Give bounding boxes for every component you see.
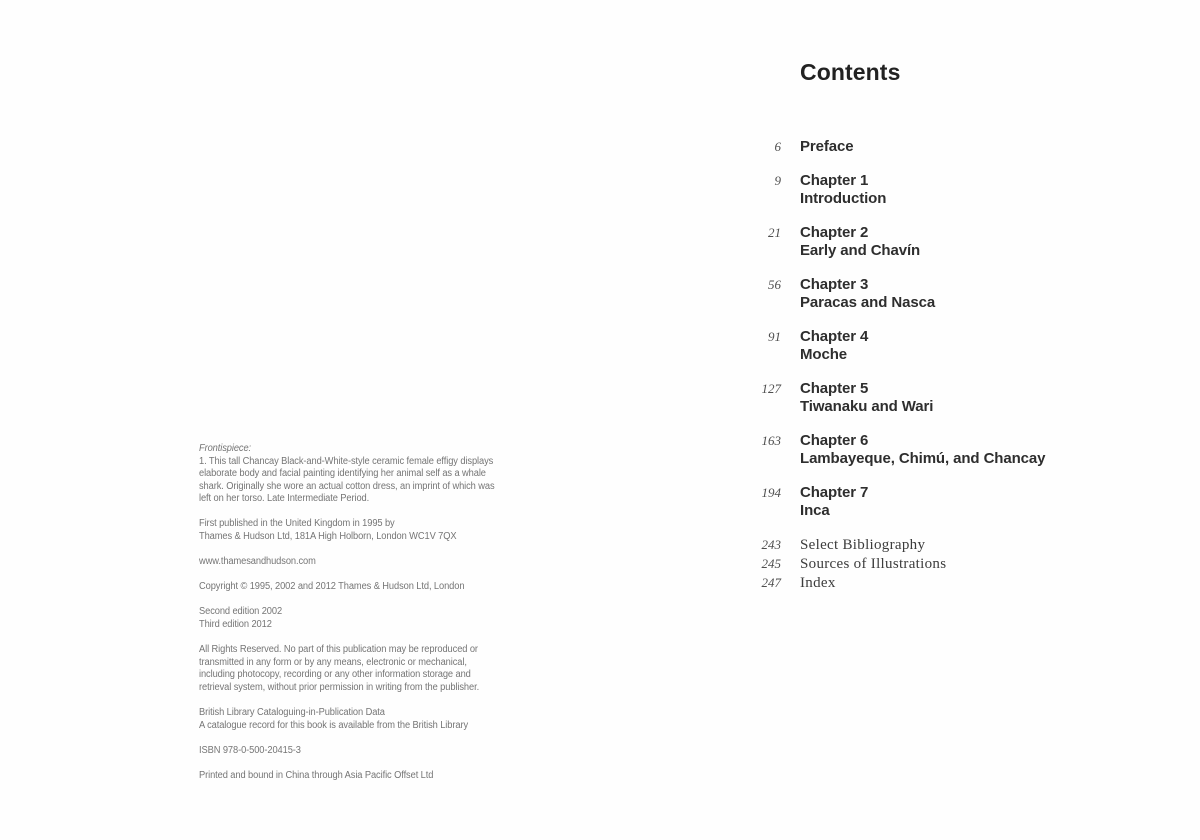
toc-entry-preface — [720, 138, 1160, 157]
toc-entry-index — [720, 574, 1160, 593]
cataloguing-info — [199, 707, 515, 732]
toc-page-number: 6 — [774, 139, 781, 154]
publisher-website — [199, 556, 515, 569]
toc-entry-title — [800, 328, 868, 365]
publication-line: First published in the United Kingdom in 1995 by — [199, 518, 395, 530]
rights-notice — [199, 644, 515, 694]
toc-title-line: Chapter 6 — [800, 431, 869, 449]
toc-entry-chapter-2 — [720, 224, 1160, 261]
contents-page — [720, 60, 1160, 593]
toc-page-number: 194 — [761, 484, 781, 500]
toc-subtitle-line: Tiwanaku and Wari — [800, 398, 934, 415]
toc-page-number: 56 — [768, 276, 781, 292]
toc-subtitle-line: Lambayeque, Chimú, and Chancay — [800, 450, 1046, 467]
toc-page-number: 243 — [761, 536, 781, 552]
toc-page-number: 127 — [761, 380, 781, 396]
toc-subtitle-line: Moche — [800, 346, 848, 363]
rights-line: transmitted in any form or by any means, electronic or mechanical, — [199, 656, 467, 668]
edition-line: Second edition 2002 — [199, 606, 283, 618]
toc-entry-chapter-3 — [720, 276, 1160, 313]
toc-backmatter — [720, 536, 1160, 593]
publication-line: Thames & Hudson Ltd, 181A High Holborn, London WC1V 7QX — [199, 531, 457, 543]
toc-title-line: Preface — [800, 138, 854, 155]
rights-line: All Rights Reserved. No part of this publication may be reproduced or — [199, 644, 478, 656]
frontispiece-label: Frontispiece: — [199, 443, 252, 454]
toc-entry-chapter-4 — [720, 328, 1160, 365]
contents-title: Contents — [800, 59, 901, 85]
toc-entry-title: Sources of Illustrations — [800, 555, 947, 572]
cataloguing-line: British Library Cataloguing-in-Publication Data — [199, 706, 385, 718]
edition-line: Third edition 2012 — [199, 618, 272, 630]
toc-subtitle-line: Early and Chavín — [800, 242, 921, 259]
caption-line: left on her torso. Late Intermediate Period. — [199, 493, 370, 505]
table-of-contents — [720, 138, 1160, 593]
printing-info — [199, 770, 515, 783]
toc-entry-title: Index — [800, 574, 836, 591]
printing-line: Printed and bound in China through Asia Pacific Offset Ltd — [199, 769, 434, 781]
toc-subtitle-line: Paracas and Nasca — [800, 294, 936, 311]
toc-page-number: 91 — [768, 328, 781, 344]
rights-line: retrieval system, without prior permission in writing from the publisher. — [199, 681, 480, 693]
toc-entry-title — [800, 224, 920, 261]
toc-page-number: 9 — [774, 172, 781, 188]
publication-info — [199, 518, 515, 543]
website-line: www.thamesandhudson.com — [199, 556, 316, 568]
toc-page-number: 21 — [768, 224, 781, 240]
toc-entry-title — [800, 172, 886, 209]
toc-entry-title — [800, 432, 1045, 469]
caption-line: elaborate body and facial painting identifying her animal self as a whale — [199, 468, 486, 480]
toc-entry-title: Select Bibliography — [800, 536, 926, 553]
isbn-line: ISBN 978-0-500-20415-3 — [199, 744, 301, 756]
toc-title-line: Chapter 1 — [800, 171, 869, 189]
cataloguing-line: A catalogue record for this book is available from the British Library — [199, 719, 469, 731]
edition-info — [199, 606, 515, 631]
toc-entry-chapter-7 — [720, 484, 1160, 521]
toc-title-line: Chapter 5 — [800, 379, 869, 397]
toc-title-line: Chapter 3 — [800, 275, 869, 293]
toc-page-number: 247 — [761, 574, 781, 590]
toc-entry-title — [800, 276, 935, 313]
toc-subtitle-line: Introduction — [800, 190, 887, 207]
isbn — [199, 745, 515, 758]
toc-entry-bibliography — [720, 536, 1160, 555]
rights-line: including photocopy, recording or any other information storage and — [199, 669, 471, 681]
toc-entry-title — [800, 138, 854, 157]
copyright-line: Copyright © 1995, 2002 and 2012 Thames & Hudson Ltd, London — [199, 581, 465, 593]
toc-page-number: 163 — [761, 432, 781, 448]
toc-title-line: Chapter 2 — [800, 223, 869, 241]
toc-entry-chapter-5 — [720, 380, 1160, 417]
frontispiece-caption — [199, 443, 515, 506]
toc-subtitle-line: Inca — [800, 502, 830, 519]
caption-line: 1. This tall Chancay Black-and-White-style ceramic female effigy displays — [199, 455, 494, 467]
toc-entry-sources — [720, 555, 1160, 574]
copyright-block — [199, 443, 515, 795]
toc-entry-title — [800, 380, 933, 417]
toc-page-number: 245 — [761, 555, 781, 571]
toc-entry-title — [800, 484, 868, 521]
caption-line: shark. Originally she wore an actual cotton dress, an imprint of which was — [199, 480, 495, 492]
copyright-notice — [199, 581, 515, 594]
toc-title-line: Chapter 7 — [800, 483, 869, 501]
toc-entry-chapter-1 — [720, 172, 1160, 209]
toc-title-line: Chapter 4 — [800, 327, 869, 345]
toc-entry-chapter-6 — [720, 432, 1160, 469]
